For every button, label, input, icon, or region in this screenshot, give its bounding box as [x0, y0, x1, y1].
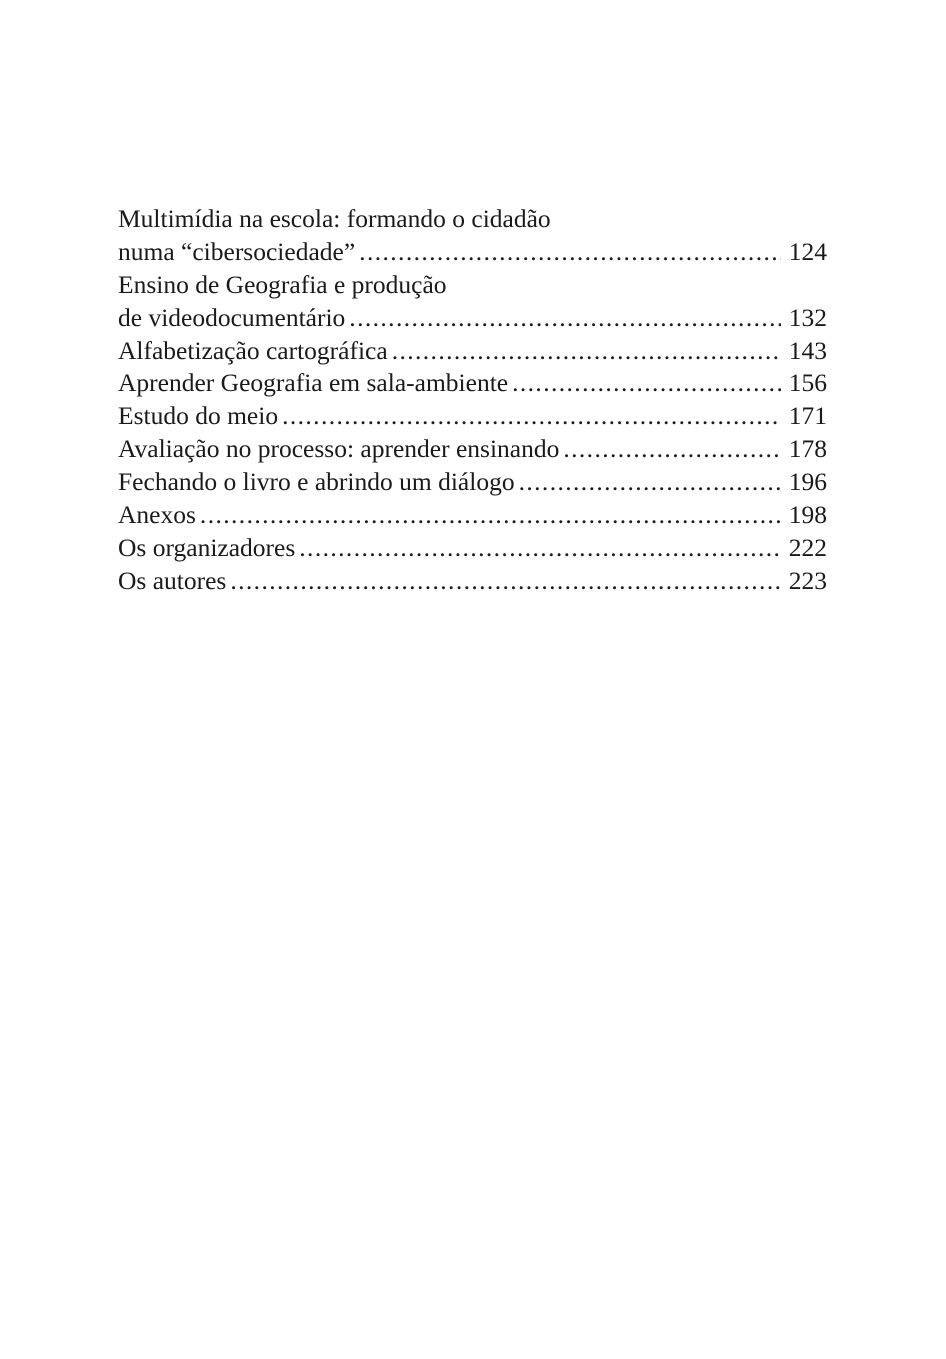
toc-entry-title: Aprender Geografia em sala-ambiente	[118, 368, 509, 398]
toc-entry	[118, 499, 827, 532]
toc-entry	[118, 400, 827, 433]
dot-leader	[299, 532, 780, 565]
toc-line	[118, 302, 827, 335]
toc-line	[118, 236, 827, 269]
dot-leader	[200, 499, 781, 532]
toc-entry	[118, 565, 827, 598]
toc-page-number: 143	[788, 335, 827, 365]
toc-entry	[118, 532, 827, 565]
toc-page-number: 132	[788, 302, 827, 332]
table-of-contents	[118, 203, 827, 598]
toc-entry	[118, 466, 827, 499]
toc-page-number: 171	[788, 401, 827, 431]
toc-entry	[118, 367, 827, 400]
toc-line	[118, 203, 827, 236]
toc-entry	[118, 433, 827, 466]
toc-entry	[118, 203, 827, 269]
toc-page-number: 223	[788, 565, 827, 595]
toc-page-number: 196	[788, 467, 827, 497]
toc-page-number: 178	[788, 434, 827, 464]
toc-entry-title: Multimídia na escola: formando o cidadão	[118, 204, 551, 233]
toc-entry-title: Estudo do meio	[118, 401, 279, 431]
toc-entry	[118, 335, 827, 368]
dot-leader	[563, 433, 780, 466]
toc-entry-title: numa “cibersociedade”	[118, 236, 356, 266]
dot-leader	[282, 400, 781, 433]
dot-leader	[392, 335, 781, 368]
dot-leader	[349, 302, 780, 335]
dot-leader	[512, 367, 781, 400]
toc-entry-title: Fechando o livro e abrindo um diálogo	[118, 467, 515, 497]
toc-entry-title: de videodocumentário	[118, 302, 346, 332]
toc-page-number: 198	[788, 500, 827, 530]
toc-entry-title: Os autores	[118, 565, 227, 595]
toc-entry	[118, 269, 827, 335]
dot-leader	[359, 236, 781, 269]
toc-entry-title: Alfabetização cartográfica	[118, 335, 388, 365]
toc-page-number: 156	[788, 368, 827, 398]
toc-entry-title: Avaliação no processo: aprender ensinando	[118, 434, 560, 464]
toc-page-number: 222	[788, 532, 827, 562]
dot-leader	[519, 466, 781, 499]
toc-entry-title: Anexos	[118, 500, 196, 530]
dot-leader	[230, 565, 780, 598]
toc-entry-title: Ensino de Geografia e produção	[118, 269, 447, 299]
toc-page-number: 124	[788, 236, 827, 266]
toc-entry-title: Os organizadores	[118, 532, 296, 562]
toc-line	[118, 269, 827, 302]
